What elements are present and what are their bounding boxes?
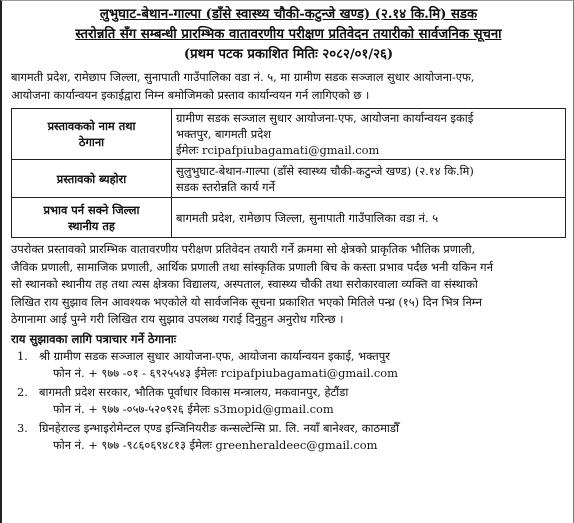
table-label-cell [12,109,172,160]
address-number: 2. [17,384,28,399]
paragraph-line: जैविक प्रणाली, सामाजिक प्रणाली, आर्थिक प्रणाली तथा सांस्कृतिक प्रणाली बिच के कस्ता प्रभाव पर्दछ भनी यकिन गर्न [11,259,493,274]
list-item [11,420,566,455]
address-list [11,348,566,455]
proponent-label-line-2: ठेगाना [78,135,105,149]
affected-area-value: बागमती प्रदेश, रामेछाप जिल्ला, सुनापाती गाउँपालिका वडा नं. ५ [176,210,439,225]
table-value-cell [172,109,566,160]
table-row [12,109,566,160]
table-row [12,198,566,238]
address-line: ग्रिनहेराल्ड इन्भाइरोमेन्टल एण्ड इन्जिनियरीङ कन्सल्टेन्सि प्रा. लि. नयाँ बानेश्वर, काठमाडौँ [39,420,399,435]
proposal-value-line: सडक स्तरोन्नति कार्य गर्ने [176,179,275,194]
proponent-value-line: भक्तपुर, बागमती प्रदेश [176,127,271,141]
address-line: बागमती प्रदेश सरकार, भौतिक पूर्वाधार विकास मन्त्रालय, मकवानपुर, हेटौंडा [39,384,349,399]
affected-area-label-line-1: प्रभाव पर्न सक्ने जिल्ला [43,202,140,217]
request-paragraph [11,241,566,329]
proposal-value-line: सुलुभुघाट-बेथान-गाल्पा (डाँसे स्वास्थ्य चौकी-कटुन्जे खण्ड) (२.१४ कि.मि) [176,163,474,178]
paragraph-line: लिखित राय सुझाव लिन आवश्यक भएकोले यो सार्वजनिक सूचना प्रकाशित भएको मितिले पन्ध्र (१५) दिन भित्र निम्न [11,294,482,309]
intro-line-2: आयोजना कार्यान्वयन इकाईद्वारा निम्न बमोजिमको प्रस्ताव कार्यान्वयन गर्न लागिएको छ । [11,88,370,102]
table-value-cell [172,160,566,198]
address-number: 3. [17,420,28,435]
paragraph-line: ठेगानामा आई पुग्ने गरी लिखित राय सुझाव उपलब्ध गराई दिनुहुन अनुरोध गरिन्छ । [11,312,344,327]
proposal-label: प्रस्तावको ब्यहोरा [56,171,127,186]
title-line-2: स्तरोन्नति सँग सम्बन्धी प्रारम्भिक वातावरणीय परीक्षण प्रतिवेदन तयारीको सार्वजनिक सूचना [75,27,502,42]
table-value-cell [172,198,566,238]
affected-area-label-line-2: स्थानीय तह [68,218,115,233]
table-label-cell [12,198,172,238]
address-contact: फोन नं. + ९७७ -९८६०६९४८१३ ईमेलः greenheraldeec@gmail.com [53,438,378,453]
publication-date: (प्रथम पटक प्रकाशित मितिः २०८२/०१/२६) [183,47,394,62]
paragraph-line: सो स्थानको स्थानीय तह तथा त्यस क्षेत्रका विद्यालय, अस्पताल, स्वास्थ्य चौकी तथा सरोकारवाला व्यक्ति वा संस्थाको [11,277,478,292]
table-label-cell [12,160,172,198]
address-contact: फोन नं. + ९७७ -०५७-५२०९२६ ईमेलः s3mopid@gmail.com [53,402,334,417]
address-line: श्री ग्रामीण सडक सञ्जाल सुधार आयोजना-एफ, आयोजना कार्यान्वयन इकाई, भक्तपुर [39,348,390,363]
proponent-label-line-1: प्रस्तावकको नाम तथा [47,119,136,133]
paragraph-line: उपरोक्त प्रस्तावको प्रारम्भिक वातावरणीय परीक्षण प्रतिवेदन तयारी गर्ने क्रममा सो क्षेत्रको प्राकृतिक भौतिक प्रणाली, [11,242,476,256]
table-row [12,160,566,198]
notice-title [11,5,566,65]
intro-line-1: बागमती प्रदेश, रामेछाप जिल्ला, सुनापाती गाउँपालिका वडा नं. ५, मा ग्रामीण सडक सञ्जाल सुधार आयोजना-एफ, [11,70,475,84]
intro-paragraph [11,68,566,104]
title-line-1: लुभुघाट-बेथान-गाल्पा (डाँसे स्वास्थ्य चौकी-कटुन्जे खण्ड) (२.१४ कि.मि) सडक [99,7,478,22]
addresses-heading: राय सुझावका लागि पत्राचार गर्ने ठेगानाः [11,331,177,346]
list-item [11,348,566,383]
proposal-info-table [11,108,566,238]
address-contact: फोन नं. + ९७७ -०१ - ६९२५५४३ ईमेलः rcipafpiubagamati@gmail.com [53,366,398,381]
address-number: 1. [17,348,28,363]
list-item [11,384,566,419]
proponent-email: ईमेलः rcipafpiubagamati@gmail.com [176,143,380,157]
proponent-value-line: ग्रामीण सडक सञ्जाल सुधार आयोजना-एफ, आयोजना कार्यान्वयन इकाई [176,111,474,125]
